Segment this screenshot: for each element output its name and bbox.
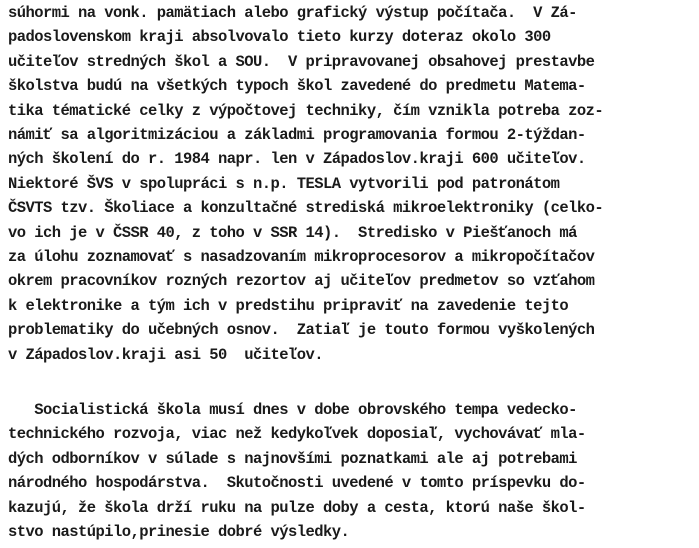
text-line: Niektoré ŠVS v spolupráci s n.p. TESLA vytvorili pod patronátom bbox=[8, 174, 560, 193]
text-line: k elektronike a tým ich v predstihu pripraviť na zavedenie tejto bbox=[8, 296, 569, 315]
text-line: ných školení do r. 1984 napr. len v Západoslov.kraji 600 učiteľov. bbox=[8, 150, 586, 169]
text-line: školstva budú na všetkých typoch škol zavedené do predmetu Matema- bbox=[8, 77, 586, 96]
text-line: technického rozvoja, viac než kedykoľvek doposiaľ, vychovávať mla- bbox=[8, 425, 586, 444]
text-line: padoslovenskom kraji absolvovalo tieto kurzy doteraz okolo 300 bbox=[8, 28, 551, 47]
text-line: ČSVTS tzv. Školiace a konzultačné strediská mikroelektroniky (celko- bbox=[8, 199, 604, 218]
text-line: vo ich je v ČSSR 40, z toho v SSR 14). Stredisko v Piešťanoch má bbox=[8, 223, 577, 242]
text-line: v Západoslov.kraji asi 50 učiteľov. bbox=[8, 345, 324, 364]
text-line: okrem pracovníkov rozných rezortov aj učiteľov predmetov so vzťahom bbox=[8, 272, 595, 291]
text-line: za úlohu zoznamovať s nasadzovaním mikroprocesorov a mikropočítačov bbox=[8, 248, 595, 266]
text-line: námiť sa algoritmizáciou a základmi programovania formou 2-týždan- bbox=[8, 126, 586, 144]
text-line: tika tématické celky z výpočtovej techniky, čím vznikla potreba zoz- bbox=[8, 101, 604, 120]
text-line: Socialistická škola musí dnes v dobe obrovského tempa vedecko- bbox=[8, 401, 577, 419]
text-line: problematiky do učebných osnov. Zatiaľ je touto formou vyškolených bbox=[8, 321, 595, 340]
text-line: súhormi na vonk. pamätiach alebo grafický výstup počítača. V Zá- bbox=[8, 4, 577, 22]
text-line: dých odborníkov v súlade s najnovšími poznatkami ale aj potrebami bbox=[8, 449, 577, 468]
text-line: stvo nastúpilo,prinesie dobré výsledky. bbox=[8, 523, 350, 541]
text-line: národného hospodárstva. Skutočnosti uvedené v tomto príspevku do- bbox=[8, 474, 586, 493]
text-line: kazujú, že škola drží ruku na pulze doby a cesta, ktorú naše škol- bbox=[8, 498, 586, 517]
text-line: učiteľov stredných škol a SOU. V pripravovanej obsahovej prestavbe bbox=[8, 52, 595, 71]
